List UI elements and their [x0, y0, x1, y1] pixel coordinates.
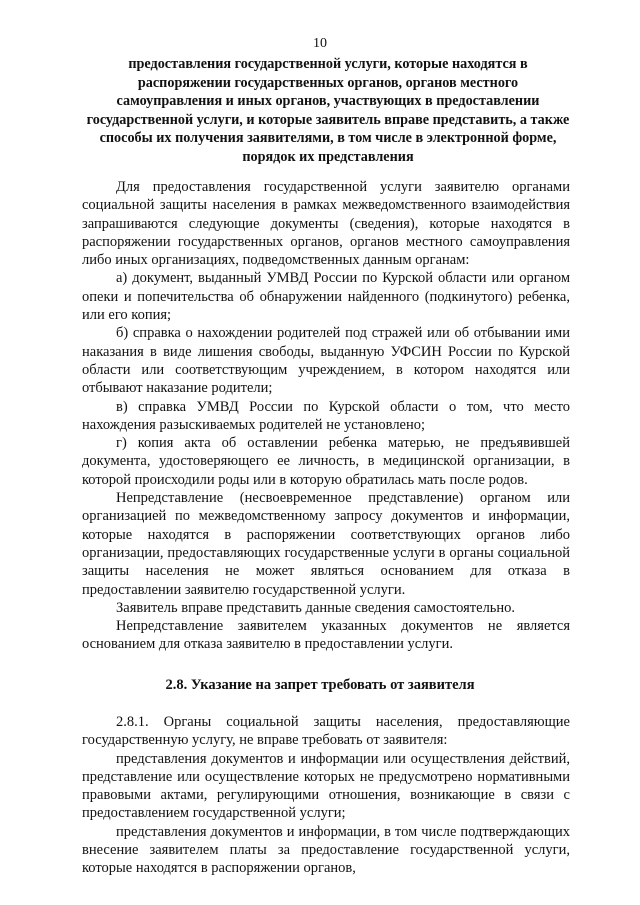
paragraph-item-b: б) справка о нахождении родителей под стражей или об отбывании ими наказания в виде лишения свободы, выданную УФСИН России по Курской области или соответствующим учреждением, в котором находятся или отбывают наказание родители;: [82, 325, 570, 397]
paragraph-intro: Для предоставления государственной услуги заявителю органами социальной защиты населения в рамках межведомственного взаимодействия запрашиваются следующие документы (сведения), которые находятся в распоряжении государственных органов, органов местного самоуправления либо иных организациях, подведомственных данным органам:: [82, 179, 570, 269]
section-heading: предоставления государственной услуги, которые находятся в распоряжении государственных органов, органов местного самоуправления и иных органов, участвующих в предоставлении государственной услуги, и которые заявитель вправе представить, а также способы их получения заявителями, в том числе в электронной форме, порядок их представления: [86, 56, 570, 165]
section-title: 2.8. Указание на запрет требовать от заявителя: [165, 677, 475, 693]
paragraph-requirement-1: представления документов и информации или осуществления действий, представление или осуществление которых не предусмотрено нормативными правовыми актами, регулирующими отношения, возникающие в связи с предоставлением государственной услуги;: [82, 750, 570, 822]
paragraph-2-8-1: 2.8.1. Органы социальной защиты населения, предоставляющие государственную услугу, не вправе требовать от заявителя:: [82, 714, 570, 749]
paragraph-requirement-2: представления документов и информации, в том числе подтверждающих внесение заявителем платы за предоставление государственной услуги, которые находятся в распоряжении органов,: [82, 823, 570, 877]
paragraph-item-v: в) справка УМВД России по Курской области о том, что место нахождения разыскиваемых родителей не установлено;: [82, 398, 570, 433]
paragraph-item-g: г) копия акта об оставлении ребенка матерью, не предъявившей документа, удостоверяющего ее личность, в медицинской организации, в которой происходили роды или в которую обратилась мать после родов.: [82, 435, 570, 488]
document-body: [82, 178, 570, 654]
paragraph-item-a: а) документ, выданный УМВД России по Курской области или органом опеки и попечительства об обнаружении найденного (подкинутого) ребенка, или его копия;: [82, 270, 570, 324]
paragraph-no-refusal: Непредставление заявителем указанных документов не является основанием для отказа заявителю в предоставлении услуги.: [82, 618, 570, 653]
section-body: [82, 713, 570, 878]
paragraph-non-submission: Непредставление (несвоевременное представление) органом или организацией по межведомственному запросу документов и информации, которые находятся в распоряжении соответствующих органов либо организации, предоставляющих государственные услуги в органы социальной защиты населения не может являться основанием для отказа в предоставлении заявителю государственной услуги.: [82, 490, 570, 598]
page-number: 10: [313, 36, 327, 51]
paragraph-self-submission: Заявитель вправе представить данные сведения самостоятельно.: [116, 599, 516, 616]
